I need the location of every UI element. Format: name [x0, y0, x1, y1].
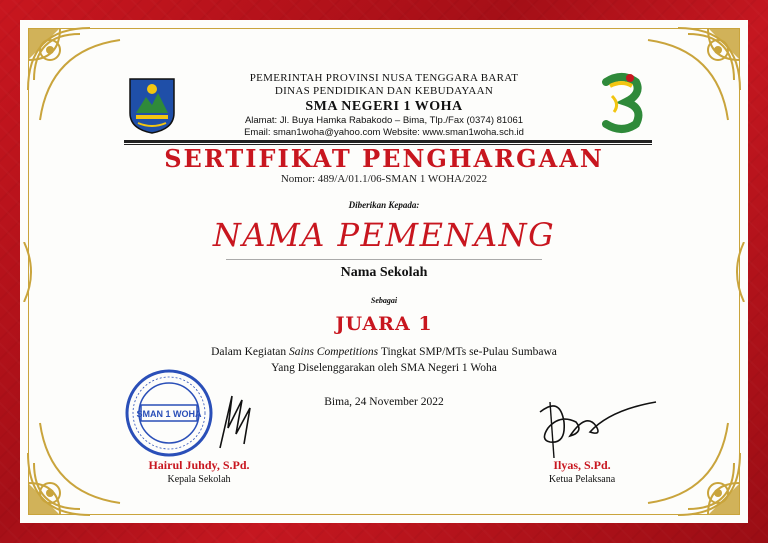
desc-event-name: Sains Competitions: [289, 346, 379, 358]
anniversary-logo-icon: [592, 72, 652, 136]
province-emblem-icon: [126, 75, 178, 135]
desc-organizer: Yang Diselenggarakan oleh SMA Negeri 1 Woha: [271, 362, 497, 374]
chair-signature-icon: [520, 392, 660, 462]
issue-date: Bima, 24 November 2022: [324, 396, 444, 408]
certificate-title: SERTIFIKAT PENGHARGAAN: [164, 144, 604, 173]
headmaster-role: Kepala Sekolah: [167, 474, 231, 485]
corner-ornament-icon: [20, 20, 140, 140]
government-line: PEMERINTAH PROVINSI NUSA TENGGARA BARAT: [249, 72, 519, 84]
headmaster-name: Hairul Juhdy, S.Pd.: [148, 458, 250, 472]
headmaster-signature-icon: [210, 388, 260, 458]
desc-prefix: Dalam Kegiatan: [211, 346, 290, 358]
recipient-name: NAMA PEMENANG: [212, 216, 556, 254]
header-divider: [124, 140, 652, 143]
school-stamp-icon: [123, 367, 215, 459]
department-line: DINAS PENDIDIKAN DAN KEBUDAYAAN: [274, 85, 494, 97]
rank-title: JUARA 1: [335, 313, 433, 335]
school-contact: Email: sman1woha@yahoo.com Website: www.sman1woha.sch.id: [244, 127, 524, 138]
chair-name: Ilyas, S.Pd.: [553, 458, 611, 472]
certificate-number: Nomor: 489/A/01.1/06-SMAN 1 WOHA/2022: [280, 173, 488, 185]
certificate-paper: [20, 20, 748, 523]
stamp-text: SMAN 1 WOHA: [136, 409, 202, 419]
recipient-underline: [226, 259, 542, 260]
school-name: SMA NEGERI 1 WOHA: [305, 99, 463, 114]
school-address: Alamat: Jl. Buya Hamka Rabakodo – Bima, Tlp./Fax (0374) 81061: [244, 115, 524, 126]
recipient-school: Nama Sekolah: [340, 265, 428, 280]
chair-role: Ketua Pelaksana: [548, 474, 616, 485]
as-label: Sebagai: [370, 296, 398, 305]
desc-suffix: Tingkat SMP/MTs se-Pulau Sumbawa: [378, 346, 557, 358]
letterhead: [180, 72, 588, 139]
given-to-label: Diberikan Kepada:: [348, 200, 420, 210]
